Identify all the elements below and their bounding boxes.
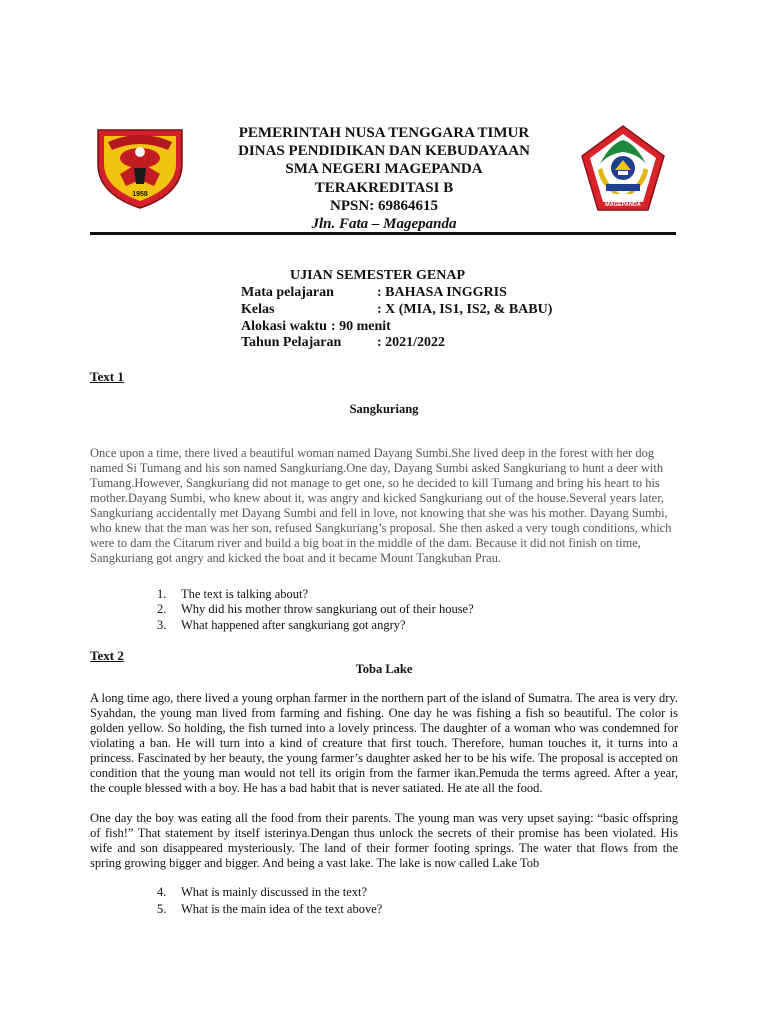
exam-info-label: Tahun Pelajaran (241, 335, 342, 351)
letterhead (190, 124, 578, 233)
question-number: 4. (157, 885, 167, 899)
letterhead-line-2: DINAS PENDIDIKAN DAN KEBUDAYAAN (238, 143, 530, 160)
exam-info-value: : BAHASA INGGRIS (377, 285, 507, 300)
letterhead-divider (90, 232, 676, 235)
letterhead-line-4: TERAKREDITASI B (314, 179, 454, 196)
right-logo-text: MAGEPANDA (605, 202, 641, 208)
question-item (157, 884, 382, 901)
question-number: 1. (157, 587, 167, 601)
exam-info-row (241, 335, 552, 352)
letterhead-line-3: SMA NEGERI MAGEPANDA (285, 161, 483, 178)
question-text: What is the main idea of the text above? (181, 902, 383, 916)
exam-info-label: Kelas (241, 301, 275, 317)
exam-info-label: Mata pelajaran (241, 285, 334, 300)
left-logo-year: 1958 (132, 191, 148, 198)
passage-line: Sangkuriang got angry and kicked the boat and it became Mount Tangkuban Prau. (90, 551, 501, 565)
exam-info-value: : 90 menit (330, 318, 391, 334)
text-1-questions (157, 587, 474, 633)
question-text: The text is talking about? (181, 587, 309, 601)
question-number: 5. (157, 902, 167, 916)
exam-info-label: Alokasi waktu (241, 318, 327, 334)
ntt-province-logo (94, 124, 186, 210)
text-2-questions (157, 884, 382, 918)
text-2-paragraph-1: A long time ago, there lived a young orphan farmer in the northern part of the island of Sumatra. The area is very dry. Syahdan, the young man lived from farming and fishing. One day he was fishing a fish so beautiful. The color is golden yellow. So holding, the fish turned into a lovely princess. The daughter of a woman who was condemned for violating a ban. He will turn into a kind of creature that first touch. Therefore, human touches it, it turns into a princess. Fascinated by her beauty, the young farmer’s daughter asked her to be his wife. The proposal is accepted on condition that the young man would not tell its origin from the farmer ikan.Pemuda the terms agreed. After a year, the couple blessed with a boy. He has a bad habit that is never satiated. He ate all the food. (90, 691, 678, 795)
regency-logo (580, 124, 666, 214)
exam-info-row (241, 302, 552, 319)
question-number: 2. (157, 602, 167, 617)
passage-line: mother.Dayang Sumbi, who knew about it, was angry and kicked Sangkuriang out of the house.Several years later, (90, 491, 665, 505)
question-text: Why did his mother throw sangkuriang out of their house? (181, 602, 474, 617)
exam-info-value: : X (MIA, IS1, IS2, & BABU) (377, 301, 553, 317)
passage-line: were to dam the Citarum river and build a big boat in the middle of the dam. Because it did not finish on time, (90, 536, 641, 550)
passage-line: Sangkuriang accidentally met Dayang Sumbi and fell in love, not knowing that she was his mother. Dayang Sumbi, (90, 506, 668, 520)
exam-title: UJIAN SEMESTER GENAP (290, 268, 466, 283)
school-address: Jln. Fata – Magepanda (311, 216, 457, 233)
exam-info-row (241, 319, 552, 336)
question-item (157, 618, 474, 633)
text-1-title: Sangkuriang (349, 402, 419, 416)
letterhead-line-5: NPSN: 69864615 (330, 197, 438, 214)
question-text: What happened after sangkuriang got angry? (181, 617, 406, 632)
exam-info (241, 285, 552, 352)
text-1-label: Text 1 (90, 369, 124, 384)
exam-info-row (241, 285, 552, 302)
passage-line: named Si Tumang and his son named Sangkuriang.One day, Dayang Sumbi asked Sangkuriang to hunt a deer with (90, 461, 664, 475)
text-1-passage (90, 446, 680, 566)
letterhead-line-1: PEMERINTAH NUSA TENGGARA TIMUR (238, 125, 530, 141)
passage-line: who knew that the man was her son, refused Sangkuriang’s proposal. She then asked a very tough conditions, which (90, 521, 672, 535)
question-item (157, 901, 382, 918)
passage-line: Once upon a time, there lived a beautiful woman named Dayang Sumbi.She lived deep in the forest with her dog (90, 446, 655, 460)
text-2-paragraph-2: One day the boy was eating all the food from their parents. The young man was very upset saying: “basic offspring of fish!” That statement by itself isterinya.Dengan thus unlock the secrets of their promise has been violated. His wife and son disappeared mysteriously. The land of their former footing springs. The water that flows from the spring growing bigger and bigger. And being a vast lake. The lake is now called Lake Tob (90, 811, 678, 870)
exam-info-value: : 2021/2022 (377, 335, 446, 351)
question-item (157, 602, 474, 617)
text-2-title: Toba Lake (355, 662, 413, 676)
passage-line: Tumang.However, Sangkuriang did not manage to get one, so he decided to kill Tumang and bring his heart to his (90, 476, 660, 490)
text-2-label: Text 2 (90, 648, 124, 663)
question-number: 3. (157, 617, 167, 632)
question-item (157, 587, 474, 602)
question-text: What is mainly discussed in the text? (181, 885, 368, 899)
